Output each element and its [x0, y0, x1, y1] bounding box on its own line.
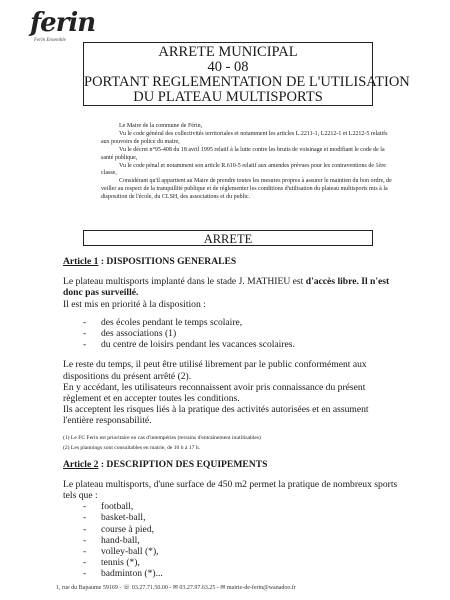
article-2-label: Article 2 — [63, 458, 99, 470]
footnote-1: (1) Le FC Ferin est prioritaire en cas d'intempéries (terrains d'entraînement inutilisables) — [63, 434, 261, 441]
list-item: - des écoles pendant le temps scolaire, — [63, 317, 401, 328]
list-item: - course à pied, — [63, 524, 401, 535]
preamble-code-collectivites: Vu le code général des collectivités territoriales et notamment les articles L.2211-1, L2212-1 et L2212-5 relatifs aux pouvoirs de police du maire, — [101, 130, 388, 145]
article-1-risks: Ils acceptent les risques liés à la pratique des activités autorisées et en assument l'entière responsabilité. — [63, 404, 369, 427]
article-1-rest: Le reste du temps, il peut être utilisé librement par le public conformément aux dispositions du présent arrêté (2). — [63, 359, 367, 382]
article-1-heading — [63, 256, 401, 267]
list-item: - badminton (*)... — [63, 568, 401, 579]
list-item: - basket-ball, — [63, 512, 401, 523]
title-line-3: PORTANT REGLEMENTATION DE L'UTILISATION — [84, 74, 410, 90]
page-footer: 1, rue du Bapaume 59169 - ☏ 03.27.71.50.00 - ✉ 03.27.97.63.25 - ✉ mairie-de-ferin@wanadoo.fr — [56, 585, 296, 591]
article-1-intro-a: Le plateau multisports implanté dans le stade J. MATHIEU est — [63, 276, 306, 288]
list-item: - tennis (*), — [63, 557, 401, 568]
logo-tagline: Ferin Ensemble — [34, 38, 66, 43]
title-line-1: ARRETE MUNICIPAL — [158, 44, 298, 60]
preamble-code-penal: Vu le code pénal et notamment son article R.610-5 relatif aux amendes prévues pour les contraventions de 1ère classe, — [101, 162, 386, 177]
article-1-priority: Il est mis en priorité à la disposition : — [63, 298, 206, 310]
commune-logo — [20, 6, 96, 44]
footnote-2: (2) Les plannings sont consultables en mairie, de 10 h à 17 h. — [63, 444, 201, 451]
article-1-title: : DISPOSITIONS GENERALES — [100, 256, 237, 267]
document-body — [63, 250, 401, 580]
logo-text: ferin — [30, 8, 96, 38]
sports-list — [63, 501, 401, 579]
preamble-decret: Vu le décret n°95-408 du 18 avril 1995 relatif à la lutte contre les bruits de voisinage et modifiant le code de la santé publique, — [101, 146, 385, 161]
article-2-title: : DESCRIPTION DES EQUIPEMENTS — [100, 458, 268, 470]
document-title-box — [83, 42, 410, 106]
article-2-heading — [63, 459, 401, 470]
list-item: - du centre de loisirs pendant les vacances scolaires. — [63, 339, 401, 350]
title-line-2: 40 - 08 — [207, 59, 249, 75]
article-1-intro-b: d'accès libre. Il n'est donc pas surveillé. — [63, 276, 390, 299]
preamble-considerant: Considérant qu'il appartient au Maire de prendre toutes les mesures propres à assurer le maintien du bon ordre, de veiller au respect de la tranquillité publique et de réglementer les conditions d'utilisation du plateau multisports mis à la disposition de l'école, du CLSH, des associations et du public. — [101, 178, 392, 201]
preamble-mayor: Le Maire de la commune de Férin, — [119, 123, 203, 129]
list-item: - hand-ball, — [63, 535, 401, 546]
title-line-4: DU PLATEAU MULTISPORTS — [133, 89, 323, 105]
list-item: - des associations (1) — [63, 328, 401, 339]
list-item: - football, — [63, 501, 401, 512]
priority-list — [63, 317, 401, 351]
article-2-intro: Le plateau multisports, d'une surface de 450 m2 permet la pratique de nombreux sports tels que : — [63, 478, 398, 502]
preamble — [101, 123, 393, 202]
article-1-label: Article 1 — [63, 256, 99, 267]
arrete-heading: ARRETE — [83, 230, 373, 246]
article-1-intro — [63, 276, 401, 298]
list-item: - volley-ball (*), — [63, 546, 401, 557]
article-1-access: En y accédant, les utilisateurs reconnaissent avoir pris connaissance du présent règlement et en accepter toutes les conditions. — [63, 381, 366, 405]
